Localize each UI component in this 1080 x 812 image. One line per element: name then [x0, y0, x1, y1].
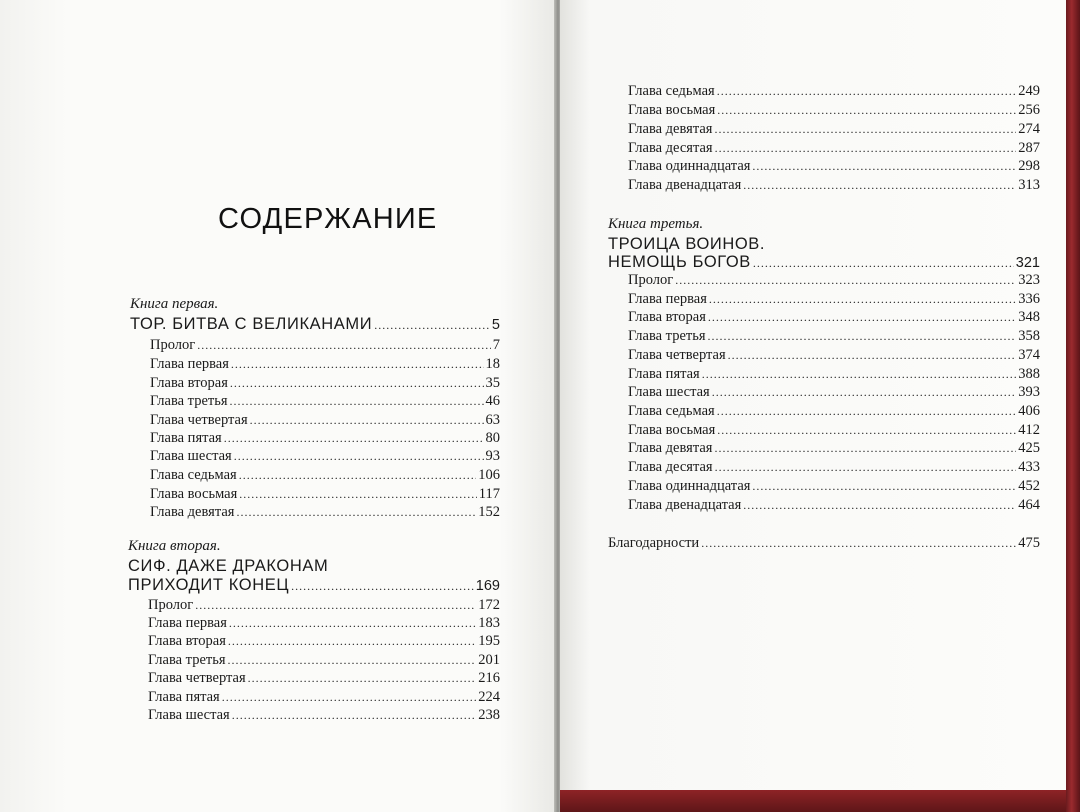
toc-entry-label: Глава седьмая: [628, 83, 715, 99]
dot-leader: [675, 271, 1016, 290]
toc-entry-page: 393: [1018, 384, 1040, 400]
dot-leader: [239, 466, 477, 485]
toc-entry-page: 117: [478, 486, 500, 502]
toc-entry-label: Глава вторая: [150, 375, 228, 391]
toc-entry: [150, 447, 500, 466]
toc-entry-label: Глава пятая: [148, 689, 220, 705]
toc-entry: [628, 458, 1040, 477]
right-page: [560, 0, 1066, 812]
toc-entry: [628, 346, 1040, 365]
book-3-title-line1: ТРОИЦА ВОИНОВ.: [608, 235, 766, 253]
toc-entry-label: Глава шестая: [628, 384, 710, 400]
toc-entry-label: Глава седьмая: [150, 467, 237, 483]
dot-leader: [250, 411, 484, 430]
toc-entry-page: 412: [1018, 422, 1040, 438]
dot-leader: [230, 392, 484, 411]
toc-entry-label: Глава четвертая: [628, 347, 726, 363]
toc-entry-page: 224: [478, 689, 500, 705]
dot-leader: [228, 632, 476, 651]
dot-leader: [708, 327, 1017, 346]
toc-entry-label: Глава двенадцатая: [628, 497, 742, 513]
dot-leader: [743, 496, 1016, 515]
toc-entry-page: 388: [1018, 366, 1040, 382]
toc-entry: [150, 411, 500, 430]
toc-entry-page: 406: [1018, 403, 1040, 419]
toc-entry-label: Глава одиннадцатая: [628, 478, 751, 494]
book-1-label: Книга первая.: [130, 296, 219, 312]
toc-entry-label: Пролог: [628, 272, 674, 288]
cover-bottom-edge: [560, 790, 1066, 812]
dot-leader: [743, 176, 1016, 195]
toc-entry-label: Глава пятая: [628, 366, 700, 382]
toc-entry-label: Глава десятая: [628, 459, 713, 475]
dot-leader: [728, 346, 1017, 365]
toc-entry: [628, 439, 1040, 458]
dot-leader: [717, 421, 1016, 440]
toc-entry: [148, 614, 500, 633]
dot-leader: [752, 477, 1016, 496]
dot-leader: [291, 577, 474, 596]
toc-entry-page: 18: [485, 356, 500, 372]
book-3-title-line2: НЕМОЩЬ БОГОВ: [608, 253, 751, 271]
toc-entry-label: Глава третья: [628, 328, 706, 344]
book-3-label: Книга третья.: [608, 216, 704, 232]
toc-entry-label: Глава третья: [150, 393, 228, 409]
toc-entry-label: Глава вторая: [148, 633, 226, 649]
toc-entry: [148, 596, 500, 615]
dot-leader: [708, 308, 1016, 327]
dot-leader: [715, 458, 1017, 477]
toc-entry: [628, 176, 1040, 195]
toc-entry: [628, 496, 1040, 515]
dot-leader: [714, 439, 1016, 458]
dot-leader: [228, 651, 477, 670]
toc-entry-page: 298: [1018, 158, 1040, 174]
dot-leader: [715, 139, 1017, 158]
toc-entry-label: Глава девятая: [628, 440, 713, 456]
dot-leader: [702, 365, 1017, 384]
toc-entry-label: Глава вторая: [628, 309, 706, 325]
toc-entry: [150, 392, 500, 411]
toc-entry-label: Глава десятая: [628, 140, 713, 156]
book-3-title-entry: [608, 253, 1040, 273]
dot-leader: [197, 336, 491, 355]
toc-entry-page: 425: [1018, 440, 1040, 456]
toc-entry-page: 433: [1018, 459, 1040, 475]
toc-entry-label: Глава одиннадцатая: [628, 158, 751, 174]
dot-leader: [229, 614, 476, 633]
toc-entry: [628, 308, 1040, 327]
toc-entry-page: 46: [485, 393, 500, 409]
toc-entry-page: 201: [478, 652, 500, 668]
acknowledgements-page: 475: [1018, 535, 1040, 551]
page-title: СОДЕРЖАНИЕ: [218, 203, 438, 235]
toc-entry-label: Глава шестая: [148, 707, 230, 723]
dot-leader: [717, 402, 1017, 421]
toc-entry-label: Глава девятая: [628, 121, 713, 137]
toc-entry-label: Глава третья: [148, 652, 226, 668]
toc-entry-page: 256: [1018, 102, 1040, 118]
toc-entry: [148, 706, 500, 725]
book-1-title: ТОР. БИТВА С ВЕЛИКАНАМИ: [130, 315, 373, 333]
dot-leader: [234, 447, 484, 466]
toc-entry: [628, 327, 1040, 346]
toc-entry-page: 274: [1018, 121, 1040, 137]
toc-entry-label: Глава девятая: [150, 504, 235, 520]
dot-leader: [230, 374, 484, 393]
toc-entry: [628, 290, 1040, 309]
dot-leader: [714, 120, 1016, 139]
dot-leader: [752, 157, 1016, 176]
toc-entry: [628, 101, 1040, 120]
dot-leader: [709, 290, 1016, 309]
book-2-title-entry: [128, 576, 500, 596]
acknowledgements-entry: [608, 534, 1040, 553]
cover-side-edge: [1066, 0, 1080, 812]
toc-entry-page: 172: [478, 597, 500, 613]
toc-entry: [148, 651, 500, 670]
toc-entry: [150, 466, 500, 485]
toc-entry-label: Пролог: [148, 597, 194, 613]
dot-leader: [712, 383, 1017, 402]
dot-leader: [717, 101, 1016, 120]
book-1-title-entry: [130, 315, 500, 335]
book-1-page: 5: [491, 317, 500, 333]
dot-leader: [224, 429, 484, 448]
toc-entry-page: 464: [1018, 497, 1040, 513]
toc-entry-page: 152: [478, 504, 500, 520]
toc-entry-label: Глава восьмая: [150, 486, 238, 502]
book-2-label: Книга вторая.: [128, 538, 221, 554]
dot-leader: [236, 503, 476, 522]
dot-leader: [231, 355, 484, 374]
toc-entry-label: Глава двенадцатая: [628, 177, 742, 193]
toc-entry-page: 323: [1018, 272, 1040, 288]
toc-entry: [150, 336, 500, 355]
toc-entry-label: Глава четвертая: [148, 670, 246, 686]
toc-entry: [628, 402, 1040, 421]
toc-entry-page: 238: [478, 707, 500, 723]
dot-leader: [239, 485, 477, 504]
toc-entry: [628, 383, 1040, 402]
toc-entry-page: 287: [1018, 140, 1040, 156]
toc-entry: [628, 82, 1040, 101]
toc-entry-page: 63: [485, 412, 500, 428]
book-2-title-line1: СИФ. ДАЖЕ ДРАКОНАМ: [128, 557, 329, 575]
toc-entry-label: Глава пятая: [150, 430, 222, 446]
toc-entry: [150, 503, 500, 522]
book-2-page: 169: [475, 578, 500, 594]
toc-entry-label: Глава четвертая: [150, 412, 248, 428]
toc-entry: [628, 421, 1040, 440]
book-2-title-line2: ПРИХОДИТ КОНЕЦ: [128, 576, 290, 594]
toc-entry-page: 7: [492, 337, 500, 353]
toc-entry: [150, 374, 500, 393]
toc-entry-page: 374: [1018, 347, 1040, 363]
toc-entry-label: Глава первая: [150, 356, 229, 372]
toc-entry-label: Глава первая: [628, 291, 707, 307]
toc-entry: [150, 485, 500, 504]
toc-entry-page: 348: [1018, 309, 1040, 325]
toc-entry: [628, 120, 1040, 139]
toc-entry-label: Глава седьмая: [628, 403, 715, 419]
toc-entry-label: Глава восьмая: [628, 422, 716, 438]
acknowledgements-label: Благодарности: [608, 535, 700, 551]
dot-leader: [222, 688, 477, 707]
toc-entry-label: Глава первая: [148, 615, 227, 631]
toc-entry-page: 313: [1018, 177, 1040, 193]
toc-entry: [628, 157, 1040, 176]
toc-entry-page: 249: [1018, 83, 1040, 99]
toc-entry: [628, 477, 1040, 496]
toc-entry-label: Глава восьмая: [628, 102, 716, 118]
toc-entry-label: Пролог: [150, 337, 196, 353]
toc-entry-page: 358: [1018, 328, 1040, 344]
toc-entry-page: 195: [478, 633, 500, 649]
toc-entry-label: Глава шестая: [150, 448, 232, 464]
dot-leader: [232, 706, 477, 725]
dot-leader: [701, 534, 1016, 553]
toc-entry: [148, 669, 500, 688]
toc-entry: [628, 139, 1040, 158]
book-3-page: 321: [1015, 255, 1040, 271]
toc-entry-page: 452: [1018, 478, 1040, 494]
toc-entry: [150, 355, 500, 374]
toc-entry: [148, 688, 500, 707]
dot-leader: [717, 82, 1017, 101]
toc-entry: [628, 365, 1040, 384]
toc-entry-page: 93: [485, 448, 500, 464]
toc-entry: [628, 271, 1040, 290]
toc-entry-page: 106: [478, 467, 500, 483]
dot-leader: [248, 669, 477, 688]
toc-entry-page: 35: [485, 375, 500, 391]
toc-entry: [150, 429, 500, 448]
toc-entry-page: 183: [478, 615, 500, 631]
dot-leader: [195, 596, 476, 615]
toc-entry: [148, 632, 500, 651]
toc-entry-page: 216: [478, 670, 500, 686]
toc-entry-page: 336: [1018, 291, 1040, 307]
dot-leader: [374, 316, 490, 335]
toc-entry-page: 80: [485, 430, 500, 446]
